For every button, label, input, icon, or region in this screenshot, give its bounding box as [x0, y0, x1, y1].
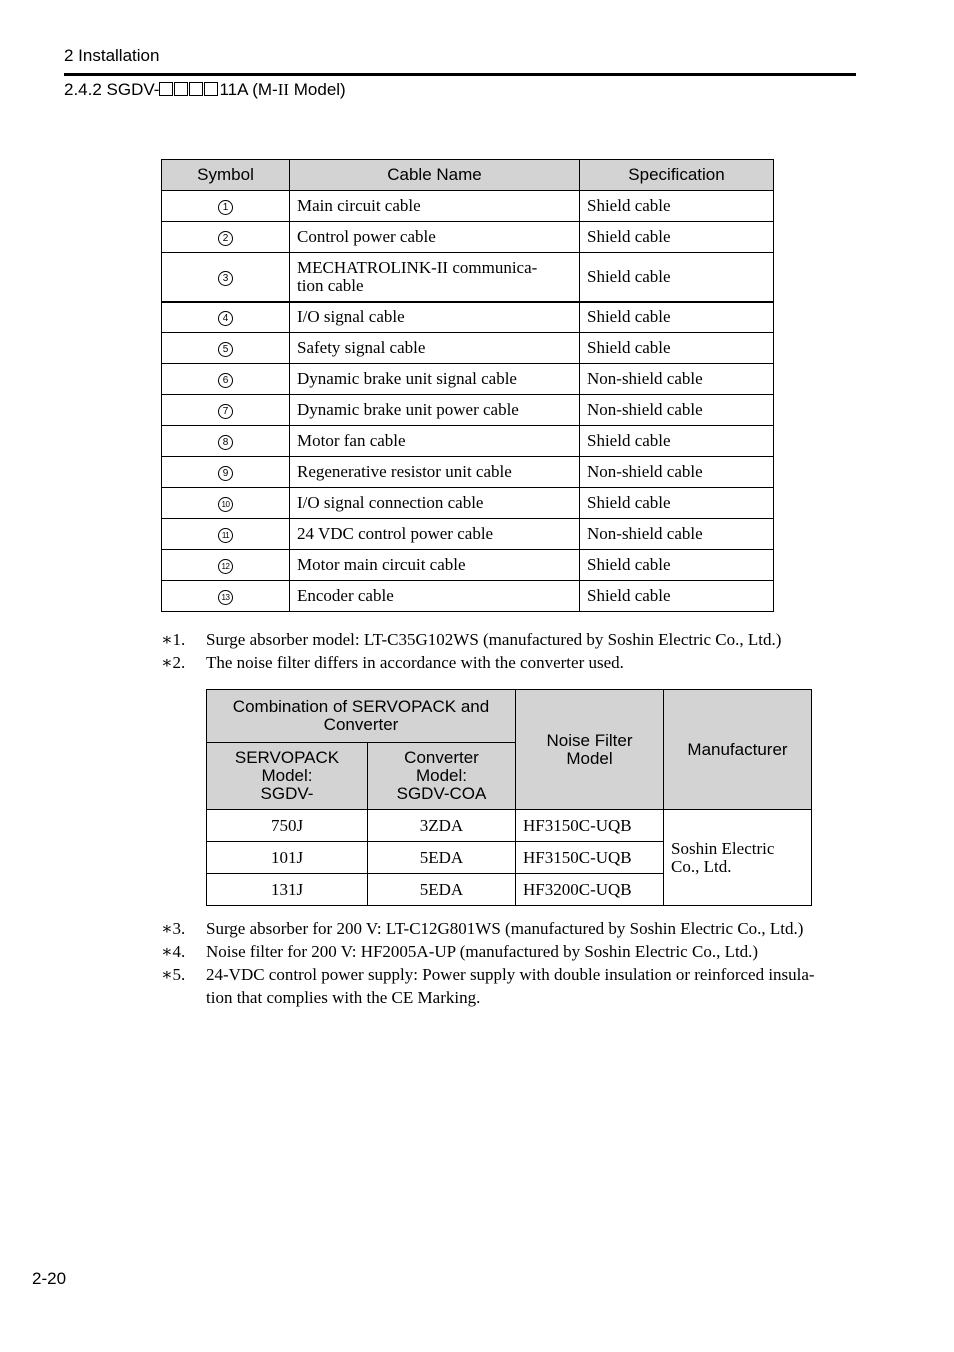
circled-number-icon: 8 [218, 435, 233, 450]
specification-cell: Non-shield cable [580, 519, 774, 550]
cable-name-line: MECHATROLINK-II communica- [297, 257, 538, 277]
circled-number-icon: 11 [218, 528, 233, 543]
footnote [161, 628, 841, 651]
symbol-cell [162, 253, 290, 302]
cable-name-cell: Motor fan cable [290, 426, 580, 457]
table-row [162, 550, 774, 581]
specification-cell: Shield cable [580, 222, 774, 253]
column-header-symbol: Symbol [162, 160, 290, 191]
manufacturer-line: Co., Ltd. [671, 856, 732, 876]
chapter-header: 2 Installation [64, 46, 160, 65]
cable-name-cell: I/O signal connection cable [290, 488, 580, 519]
servopack-model-cell: 101J [207, 842, 368, 874]
noise-filter-cell: HF3200C-UQB [516, 874, 664, 906]
converter-model-cell: 3ZDA [368, 810, 516, 842]
column-header-servopack [207, 743, 368, 810]
placeholder-box-icon [189, 82, 203, 96]
footnote [161, 940, 859, 963]
symbol-cell [162, 426, 290, 457]
footnote-text: Noise filter for 200 V: HF2005A-UP (manufactured by Soshin Electric Co., Ltd.) [206, 942, 759, 961]
symbol-cell [162, 488, 290, 519]
column-header-cable-name: Cable Name [290, 160, 580, 191]
cable-name-cell: Dynamic brake unit signal cable [290, 364, 580, 395]
table-row [207, 810, 812, 842]
footnote-text: Surge absorber model: LT-C35G102WS (manufactured by Soshin Electric Co., Ltd.) [206, 630, 782, 649]
circled-number-icon: 6 [218, 373, 233, 388]
symbol-cell [162, 550, 290, 581]
column-header-specification: Specification [580, 160, 774, 191]
table-row [162, 581, 774, 612]
footnote-text: The noise filter differs in accordance with the converter used. [206, 653, 624, 672]
symbol-cell [162, 191, 290, 222]
placeholder-box-icon [159, 82, 173, 96]
column-header-manufacturer: Manufacturer [664, 690, 812, 810]
symbol-cell [162, 302, 290, 333]
cable-name-cell: I/O signal cable [290, 302, 580, 333]
footnote [161, 651, 841, 674]
circled-number-icon: 1 [218, 200, 233, 215]
header-line: Converter [404, 748, 479, 767]
footnote [161, 917, 859, 940]
specification-cell: Shield cable [580, 302, 774, 333]
circled-number-icon: 7 [218, 404, 233, 419]
footnote-mark: ∗1. [161, 630, 186, 649]
converter-model-cell: 5EDA [368, 842, 516, 874]
header-line: Noise Filter [546, 730, 633, 750]
circled-number-icon: 13 [218, 590, 233, 605]
table-row [162, 395, 774, 426]
cable-name-cell: Encoder cable [290, 581, 580, 612]
circled-number-icon: 5 [218, 342, 233, 357]
noise-filter-table [206, 689, 812, 906]
cable-name-cell: Main circuit cable [290, 191, 580, 222]
noise-filter-cell: HF3150C-UQB [516, 810, 664, 842]
circled-number-icon: 10 [218, 497, 233, 512]
table-row [162, 253, 774, 302]
specification-cell: Non-shield cable [580, 364, 774, 395]
page-number: 2-20 [32, 1269, 67, 1288]
table-row [162, 457, 774, 488]
table-row [162, 302, 774, 333]
specification-cell: Shield cable [580, 253, 774, 302]
table-row [162, 426, 774, 457]
footnote-mark: ∗2. [161, 653, 186, 672]
circled-number-icon: 4 [218, 311, 233, 326]
placeholder-box-icon [174, 82, 188, 96]
symbol-cell [162, 457, 290, 488]
header-line: SGDV-COA [396, 784, 487, 803]
table-row [162, 519, 774, 550]
header-line: Model [566, 748, 613, 768]
footnote-text-line: tion that complies with the CE Marking. [206, 988, 481, 1007]
manufacturer-line: Soshin Electric [671, 838, 775, 858]
column-header-converter [368, 743, 516, 810]
footnote-mark: ∗5. [161, 965, 186, 984]
placeholder-box-icon [204, 82, 218, 96]
manufacturer-cell [664, 810, 812, 906]
specification-cell: Non-shield cable [580, 395, 774, 426]
column-header-combination [207, 690, 516, 743]
header-line: Converter [323, 715, 399, 734]
column-header-noise-filter [516, 690, 664, 810]
cable-name-cell: Dynamic brake unit power cable [290, 395, 580, 426]
section-title-end: Model) [289, 80, 346, 99]
table-row [162, 222, 774, 253]
circled-number-icon: 2 [218, 231, 233, 246]
cable-name-line: tion cable [297, 275, 364, 295]
specification-cell: Non-shield cable [580, 457, 774, 488]
cable-name-cell: 24 VDC control power cable [290, 519, 580, 550]
specification-cell: Shield cable [580, 426, 774, 457]
noise-filter-cell: HF3150C-UQB [516, 842, 664, 874]
footnotes-group-2 [161, 917, 859, 1009]
cable-name-cell: Regenerative resistor unit cable [290, 457, 580, 488]
header-line: SERVOPACK [234, 748, 340, 767]
symbol-cell [162, 581, 290, 612]
header-line: Combination of SERVOPACK and [232, 697, 490, 716]
footnote-text: Surge absorber for 200 V: LT-C12G801WS (manufactured by Soshin Electric Co., Ltd.) [206, 919, 804, 938]
converter-model-cell: 5EDA [368, 874, 516, 906]
header-line: SGDV- [260, 784, 314, 803]
header-line: Model: [261, 766, 313, 785]
footnote [161, 963, 859, 1009]
section-title [64, 80, 346, 100]
servopack-model-cell: 750J [207, 810, 368, 842]
symbol-cell [162, 333, 290, 364]
table-header-row [162, 160, 774, 191]
symbol-cell [162, 364, 290, 395]
table-row [162, 333, 774, 364]
specification-cell: Shield cable [580, 488, 774, 519]
footnote-mark: ∗4. [161, 942, 186, 961]
specification-cell: Shield cable [580, 191, 774, 222]
cable-name-cell: Control power cable [290, 222, 580, 253]
section-title-prefix: 2.4.2 SGDV- [64, 80, 160, 99]
footnotes-group-1 [161, 628, 841, 674]
symbol-cell [162, 519, 290, 550]
table-header-row [207, 690, 812, 743]
section-title-roman: II [277, 80, 290, 99]
cable-table [161, 159, 774, 612]
circled-number-icon: 9 [218, 466, 233, 481]
footnote-mark: ∗3. [161, 919, 186, 938]
circled-number-icon: 12 [218, 559, 233, 574]
circled-number-icon: 3 [218, 271, 233, 286]
cable-name-cell: Motor main circuit cable [290, 550, 580, 581]
section-title-suffix: 11A (M- [219, 80, 278, 99]
specification-cell: Shield cable [580, 550, 774, 581]
cable-name-cell [290, 253, 580, 302]
cable-name-cell: Safety signal cable [290, 333, 580, 364]
servopack-model-cell: 131J [207, 874, 368, 906]
specification-cell: Shield cable [580, 581, 774, 612]
table-row [162, 364, 774, 395]
symbol-cell [162, 222, 290, 253]
header-rule [64, 73, 856, 76]
table-row [162, 488, 774, 519]
specification-cell: Shield cable [580, 333, 774, 364]
header-line: Model: [415, 766, 468, 785]
symbol-cell [162, 395, 290, 426]
footnote-text-line: 24-VDC control power supply: Power supply with double insulation or reinforced insula- [206, 965, 815, 984]
table-row [162, 191, 774, 222]
